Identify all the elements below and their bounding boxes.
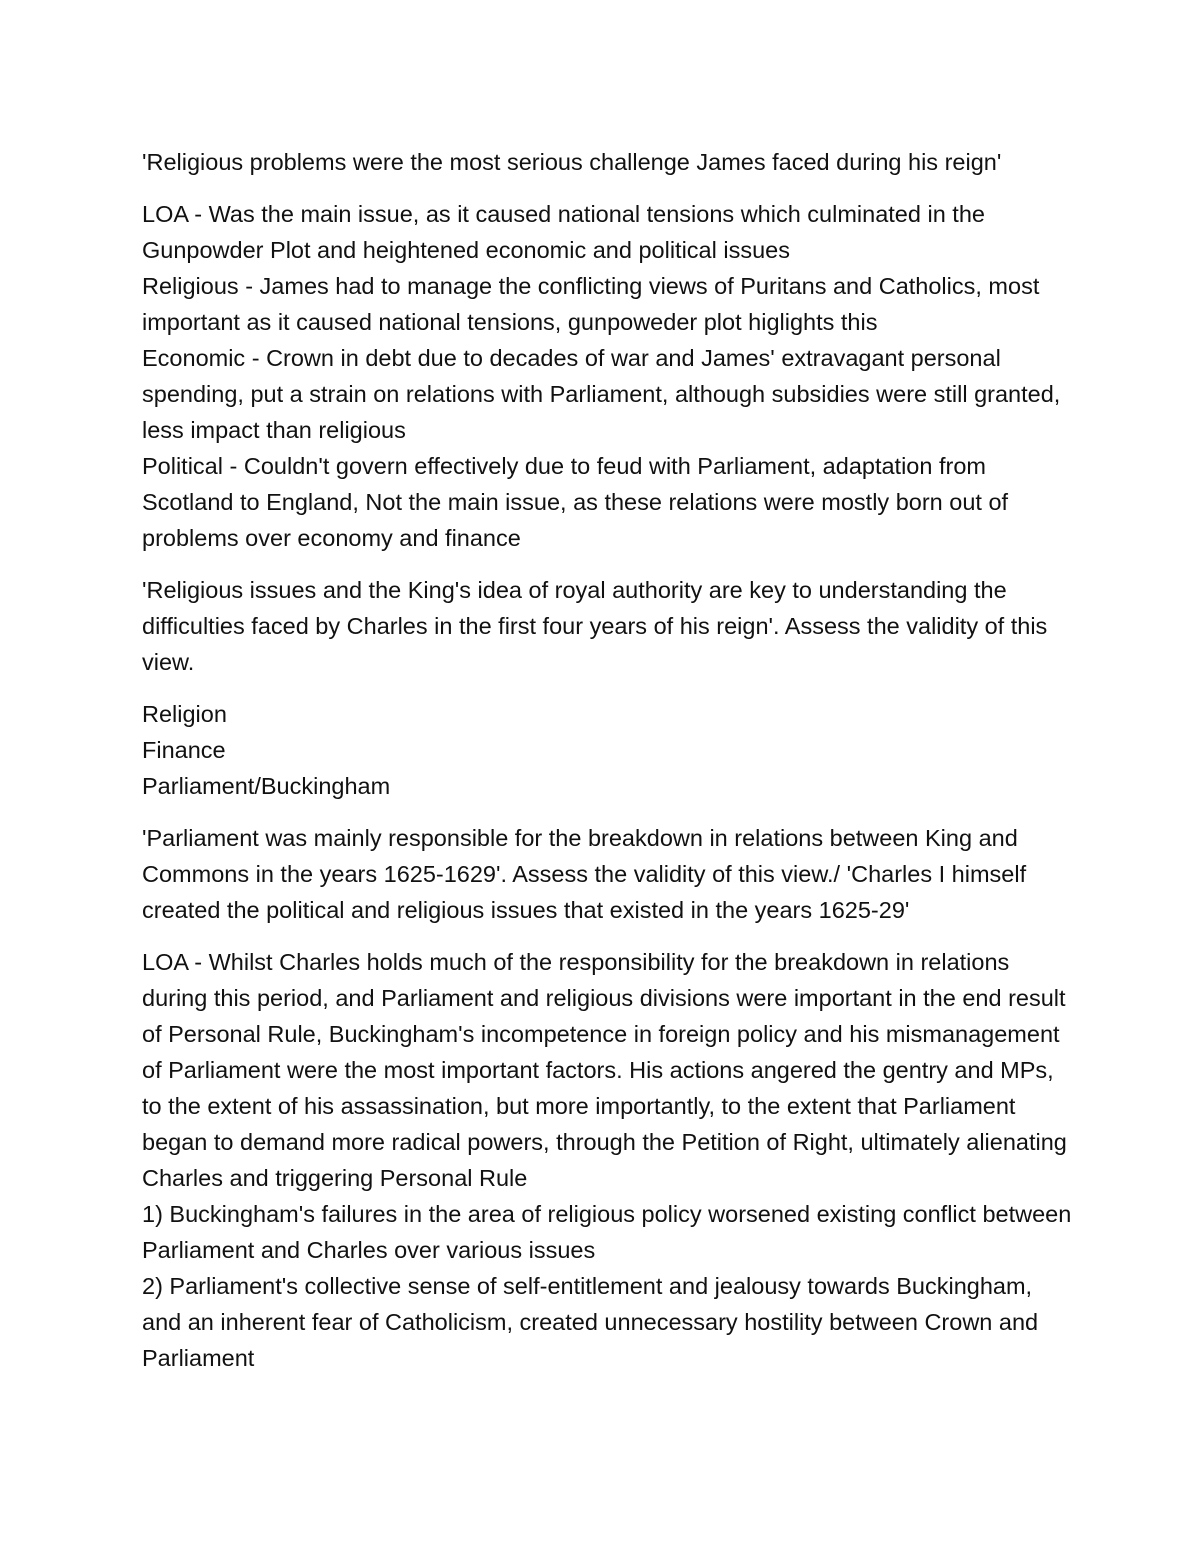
question-3-loa: LOA - Whilst Charles holds much of the responsibility for the breakdown in relations during this period, and Parliament and religious divisions were important in the end result of Personal Rule, Buckingham's incompetence in foreign policy and his mismanagement of Parliament were the most important factors. His actions angered the gentry and MPs, to the extent of his assassination, but more importantly, to the extent that Parliament began to demand more radical powers, through the Petition of Right, ultimately alienating Charles and triggering Personal Rule <box>142 949 1067 1191</box>
question-1-religious: Religious - James had to manage the conflicting views of Puritans and Catholics, most important as it caused national tensions, gunpoweder plot higlights this <box>142 273 1040 335</box>
factor-item: Religion <box>142 701 227 727</box>
question-3-notes <box>142 944 1072 1376</box>
question-3-point-1: 1) Buckingham's failures in the area of religious policy worsened existing conflict between Parliament and Charles over various issues <box>142 1201 1072 1263</box>
question-3-prompt: 'Parliament was mainly responsible for the breakdown in relations between King and Commons in the years 1625-1629'. Assess the validity of this view./ 'Charles I himself created the political and religious issues that existed in the years 1625-29' <box>142 825 1027 923</box>
question-1-loa: LOA - Was the main issue, as it caused national tensions which culminated in the Gunpowder Plot and heightened economic and political issues <box>142 201 985 263</box>
factor-item: Parliament/Buckingham <box>142 773 391 799</box>
question-1-political: Political - Couldn't govern effectively due to feud with Parliament, adaptation from Scotland to England, Not the main issue, as these relations were mostly born out of problems over economy and finance <box>142 453 1009 551</box>
question-3-point-2: 2) Parliament's collective sense of self-entitlement and jealousy towards Buckingham, and an inherent fear of Catholicism, created unnecessary hostility between Crown and Parliament <box>142 1273 1039 1371</box>
question-2-prompt: 'Religious issues and the King's idea of royal authority are key to understanding the difficulties faced by Charles in the first four years of his reign'. Assess the validity of this view. <box>142 577 1048 675</box>
question-2-factors <box>142 696 1072 804</box>
factor-item: Finance <box>142 737 226 763</box>
question-1-prompt: 'Religious problems were the most serious challenge James faced during his reign' <box>142 149 1002 175</box>
document-page <box>142 144 1072 1392</box>
question-1-economic: Economic - Crown in debt due to decades of war and James' extravagant personal spending, put a strain on relations with Parliament, although subsidies were still granted, less impact than religious <box>142 345 1061 443</box>
question-1-notes <box>142 196 1072 556</box>
